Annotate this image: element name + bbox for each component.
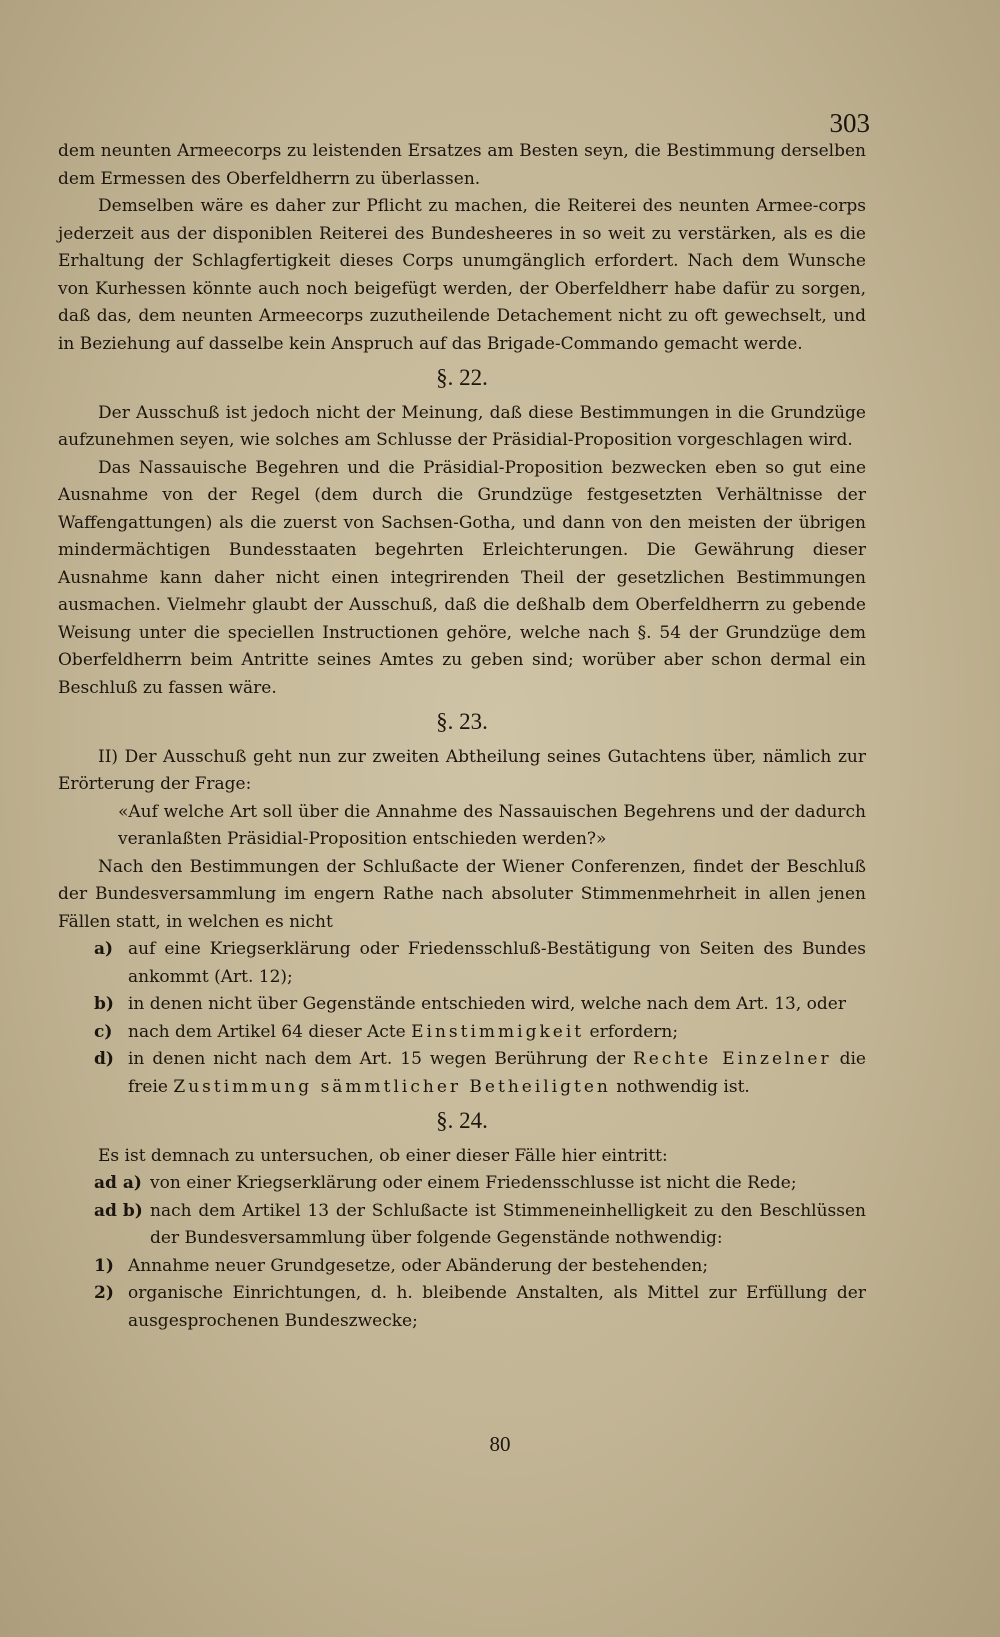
list-text: in denen nicht über Gegenstände entschieden wird, welche nach dem Art. 13, oder	[128, 994, 846, 1014]
list-text: nach dem Artikel 64 dieser Acte Einstimmigkeit erfordern;	[128, 1021, 679, 1042]
list-item	[58, 1170, 866, 1198]
paragraph: dem neunten Armeecorps zu leistenden Ersatzes am Besten seyn, die Bestimmung derselben dem Ermessen des Oberfeldherrn zu überlassen.	[58, 141, 866, 189]
case-list	[58, 1170, 866, 1253]
numbered-list	[58, 1253, 866, 1336]
list-text: in denen nicht nach dem Art. 15 wegen Berührung der Rechte Einzelner die freie Zustimmung sämmtlicher Betheiligten nothwendig ist.	[128, 1049, 866, 1097]
paragraph: Demselben wäre es daher zur Pflicht zu machen, die Reiterei des neunten Armee-corps jederzeit aus der disponiblen Reiterei des Bundesheeres in so weit zu verstärken, als es die Erhaltung der Schlagfertigkeit dieses Corps unumgänglich erfordert. Nach dem Wunsche von Kurhessen könnte auch noch beigefügt werden, der Oberfeldherr habe dafür zu sorgen, daß das, dem neunten Armeecorps zuzutheilende Detachement nicht zu oft gewechselt, und in Beziehung auf dasselbe kein Anspruch auf das Brigade-Commando gemacht werde.	[58, 196, 866, 354]
body-text	[58, 138, 866, 1335]
list-label: b)	[94, 994, 114, 1014]
list-item	[58, 1198, 866, 1253]
list-text: nach dem Artikel 13 der Schlußacte ist Stimmeneinhelligkeit zu den Beschlüssen der Bundesversammlung über folgende Gegenstände nothwendig:	[150, 1200, 866, 1248]
section-heading: §. 24.	[436, 1108, 488, 1133]
signature-mark: 80	[489, 1432, 511, 1456]
paragraph: II) Der Ausschuß geht nun zur zweiten Abtheilung seines Gutachtens über, nämlich zur Erörterung der Frage:	[58, 746, 866, 794]
paragraph: Es ist demnach zu untersuchen, ob einer dieser Fälle hier eintritt:	[98, 1145, 668, 1166]
list-label: ad b)	[94, 1200, 143, 1221]
list-label: ad a)	[94, 1173, 142, 1193]
list-item	[58, 1046, 866, 1101]
paragraph: Das Nassauische Begehren und die Präsidial-Proposition bezwecken eben so gut eine Ausnahme von der Regel (dem durch die Grundzüge festgesetzten Verhältnisse der Waffengattungen) als die zuerst von Sachsen-Gotha, und dann von den meisten der übrigen mindermächtigen Bundesstaaten begehrten Erleichterungen. Die Gewährung dieser Ausnahme kann daher nicht einen integrirenden Theil der gesetzlichen Bestimmungen ausmachen. Vielmehr glaubt der Ausschuß, daß die deßhalb dem Oberfeldherrn zu gebende Weisung unter die speciellen Instructionen gehöre, welche nach §. 54 der Grundzüge dem Oberfeldherrn beim Antritte seines Amtes zu geben sind; worüber aber schon dermal ein Beschluß zu fassen wäre.	[58, 457, 866, 698]
list-label: 1)	[94, 1255, 114, 1276]
list-text: organische Einrichtungen, d. h. bleibende Anstalten, als Mittel zur Erfüllung der ausgesprochenen Bundeszwecke;	[128, 1283, 866, 1331]
list-item	[58, 1019, 866, 1047]
quoted-question: «Auf welche Art soll über die Annahme des Nassauischen Begehrens und der dadurch veranlaßten Präsidial-Proposition entschieden werden?»	[118, 801, 866, 849]
page-number: 303	[829, 108, 870, 138]
list-text: auf eine Kriegserklärung oder Friedensschluß-Bestätigung von Seiten des Bundes ankommt (Art. 12);	[128, 939, 866, 987]
list-text: von einer Kriegserklärung oder einem Friedensschlusse ist nicht die Rede;	[150, 1173, 797, 1193]
section-heading: §. 23.	[436, 709, 488, 734]
paragraph: Nach den Bestimmungen der Schlußacte der Wiener Conferenzen, findet der Beschluß der Bundesversammlung im engern Rathe nach absoluter Stimmenmehrheit in allen jenen Fällen statt, in welchen es nicht	[58, 856, 866, 932]
list-label: d)	[94, 1049, 114, 1069]
list-item	[58, 936, 866, 991]
paragraph: Der Ausschuß ist jedoch nicht der Meinung, daß diese Bestimmungen in die Grundzüge aufzunehmen seyen, wie solches am Schlusse der Präsidial-Proposition vorgeschlagen wird.	[58, 402, 866, 450]
list-label: a)	[94, 939, 114, 959]
condition-list	[58, 936, 866, 1101]
list-item	[58, 1280, 866, 1335]
list-label: c)	[94, 1021, 113, 1042]
list-text: Annahme neuer Grundgesetze, oder Abänderung der bestehenden;	[128, 1255, 709, 1276]
section-heading: §. 22.	[436, 365, 488, 390]
list-item	[58, 1253, 866, 1281]
list-item	[58, 991, 866, 1019]
list-label: 2)	[94, 1283, 114, 1303]
